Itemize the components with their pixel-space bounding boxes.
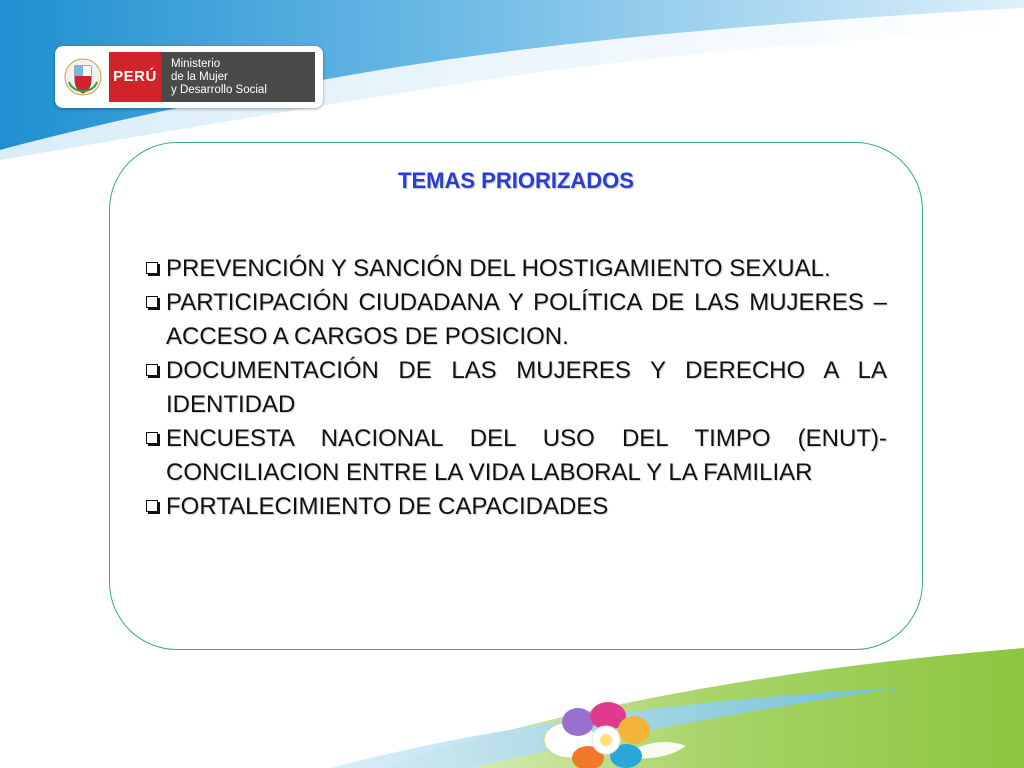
- topic-list: [146, 252, 887, 524]
- slide-title: TEMAS PRIORIZADOS: [398, 168, 634, 193]
- checkbox-bullet-icon: [146, 296, 158, 308]
- checkbox-bullet-icon: [146, 500, 158, 512]
- list-item: [146, 422, 887, 490]
- list-item-text: ENCUESTA NACIONAL DEL USO DEL TIMPO (ENUT)- CONCILIACION ENTRE LA VIDA LABORAL Y LA FAMILIAR: [166, 425, 887, 486]
- ministry-name: [161, 52, 315, 102]
- list-item: [146, 354, 887, 422]
- checkbox-bullet-icon: [146, 432, 158, 444]
- flower-icon: [530, 700, 690, 768]
- list-item: [146, 286, 887, 354]
- list-item-text: PARTICIPACIÓN CIUDADANA Y POLÍTICA DE LAS MUJERES – ACCESO A CARGOS DE POSICION.: [166, 289, 887, 350]
- list-item-text: DOCUMENTACIÓN DE LAS MUJERES Y DERECHO A LA IDENTIDAD: [166, 357, 887, 418]
- list-item: [146, 252, 887, 286]
- ministry-line-1: Ministerio: [171, 58, 221, 70]
- list-item-text: PREVENCIÓN Y SANCIÓN DEL HOSTIGAMIENTO SEXUAL.: [166, 255, 831, 282]
- coat-of-arms-icon: [63, 52, 103, 102]
- peru-label: PERÚ: [109, 52, 161, 102]
- list-item: [146, 490, 887, 524]
- ministry-line-2: de la Mujer: [171, 71, 228, 83]
- list-item-text: FORTALECIMIENTO DE CAPACIDADES: [166, 493, 609, 520]
- checkbox-bullet-icon: [146, 262, 158, 274]
- ministry-logo: [55, 46, 323, 108]
- ministry-line-3: y Desarrollo Social: [171, 84, 267, 96]
- checkbox-bullet-icon: [146, 364, 158, 376]
